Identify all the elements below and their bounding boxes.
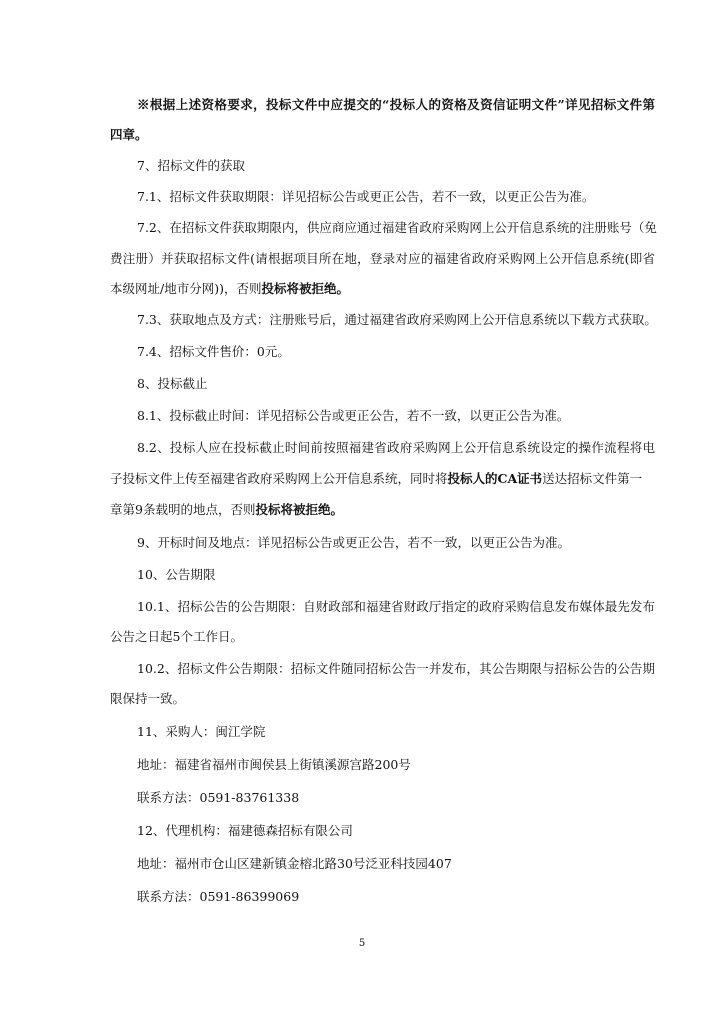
paragraph-10-2-line: 10.2、招标文件公告期限：招标文件随同招标公告一并发布，其公告期限与招标公告的公告期 bbox=[137, 661, 655, 676]
purchaser-address: 地址：福建省福州市闽侯县上街镇溪源宫路200号 bbox=[137, 757, 411, 772]
purchaser-contact: 联系方法：0591-83761338 bbox=[137, 790, 300, 805]
purchaser-heading: 11、采购人：闽江学院 bbox=[137, 724, 266, 739]
rejection-warning: 投标将被拒绝。 bbox=[261, 281, 349, 296]
paragraph-text: 章第9条载明的地点，否则 bbox=[110, 502, 256, 517]
paragraph-text: 送达招标文件第一 bbox=[542, 471, 643, 486]
section-heading-9: 9、开标时间及地点：详见招标公告或更正公告，若不一致，以更正公告为准。 bbox=[137, 535, 570, 550]
paragraph-text: 子投标文件上传至福建省政府采购网上公开信息系统，同时将 bbox=[110, 471, 448, 486]
paragraph-10-2-line: 限保持一致。 bbox=[110, 691, 186, 706]
paragraph-7-4: 7.4、招标文件售价：0元。 bbox=[137, 344, 290, 359]
qualification-notice-line: 四章。 bbox=[110, 127, 148, 142]
agency-heading: 12、代理机构：福建德森招标有限公司 bbox=[137, 823, 353, 838]
paragraph-7-2-line: 费注册）并获取招标文件(请根据项目所在地，登录对应的福建省政府采购网上公开信息系统(即省 bbox=[110, 251, 655, 266]
section-heading-7: 7、招标文件的获取 bbox=[137, 158, 245, 173]
paragraph-8-1: 8.1、投标截止时间：详见招标公告或更正公告，若不一致，以更正公告为准。 bbox=[137, 408, 570, 423]
rejection-warning: 投标将被拒绝。 bbox=[255, 502, 343, 517]
agency-address: 地址：福州市仓山区建新镇金榕北路30号泛亚科技园407 bbox=[137, 856, 452, 871]
paragraph-7-2-line bbox=[110, 281, 655, 297]
qualification-notice-line: ※根据上述资格要求，投标文件中应提交的“投标人的资格及资信证明文件”详见招标文件第 bbox=[137, 97, 655, 112]
paragraph-10-1-line: 10.1、招标公告的公告期限：自财政部和福建省财政厅指定的政府采购信息发布媒体最先发布 bbox=[137, 599, 655, 614]
page-number: 5 bbox=[358, 938, 366, 949]
paragraph-7-2-line: 7.2、在招标文件获取期限内，供应商应通过福建省政府采购网上公开信息系统的注册账号（免 bbox=[137, 220, 657, 235]
section-heading-8: 8、投标截止 bbox=[137, 376, 208, 391]
paragraph-8-2-line bbox=[110, 471, 655, 487]
paragraph-text: 本级网址/地市分网))，否则 bbox=[110, 281, 262, 296]
paragraph-8-2-line bbox=[110, 502, 655, 518]
agency-contact: 联系方法：0591-86399069 bbox=[137, 889, 300, 904]
paragraph-10-1-line: 公告之日起5个工作日。 bbox=[110, 629, 243, 644]
paragraph-7-1: 7.1、招标文件获取期限：详见招标公告或更正公告，若不一致，以更正公告为准。 bbox=[137, 189, 595, 204]
section-heading-10: 10、公告期限 bbox=[137, 567, 216, 582]
paragraph-8-2-line: 8.2、投标人应在投标截止时间前按照福建省政府采购网上公开信息系统设定的操作流程将电 bbox=[137, 440, 655, 455]
paragraph-7-3: 7.3、获取地点及方式：注册账号后，通过福建省政府采购网上公开信息系统以下载方式获取。 bbox=[137, 312, 657, 327]
ca-certificate-emphasis: 投标人的CA证书 bbox=[447, 471, 543, 486]
